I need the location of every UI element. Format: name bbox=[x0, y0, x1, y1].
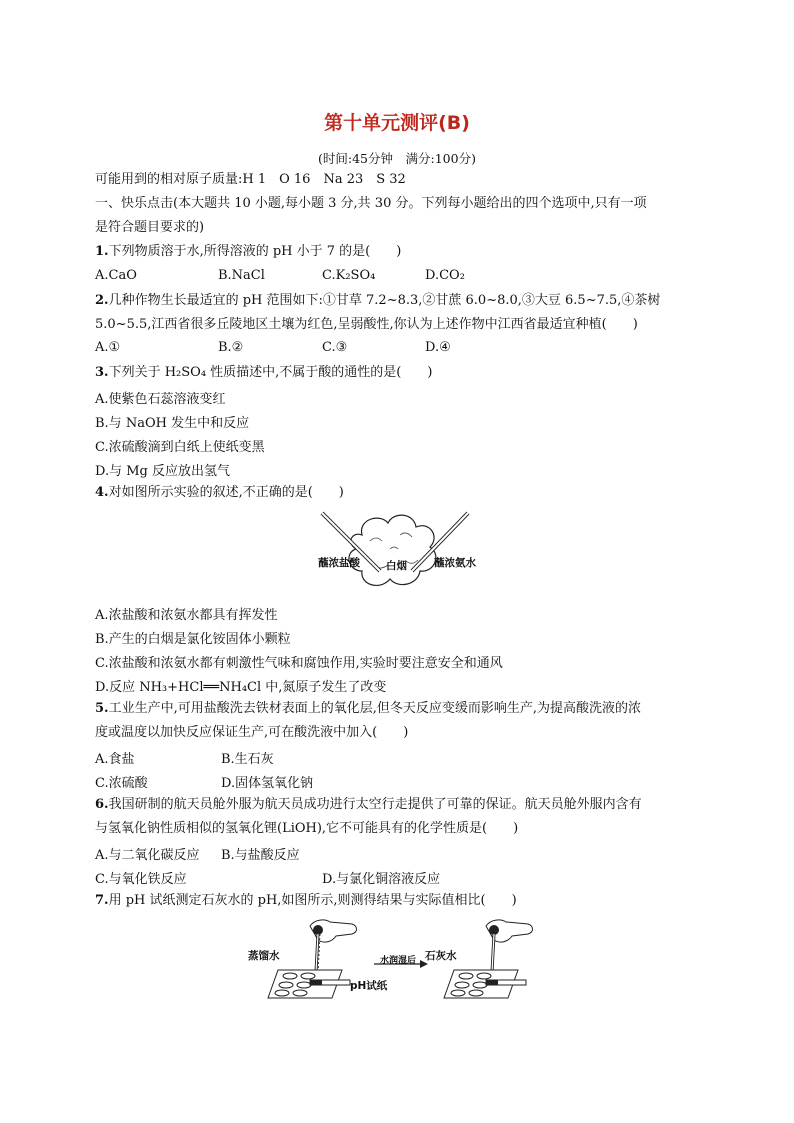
q3-option-a[interactable]: A.使紫色石蕊溶液变红 bbox=[95, 392, 226, 407]
q5-option-a[interactable]: A.食盐 bbox=[95, 752, 135, 767]
q3-option-b[interactable]: B.与 NaOH 发生中和反应 bbox=[95, 416, 250, 431]
label-after-wetting: 水润湿后 bbox=[380, 956, 417, 966]
label-white-smoke: 白烟 bbox=[386, 560, 407, 572]
question-stem: 下列物质溶于水,所得溶液的 pH 小于 7 的是( ) bbox=[108, 244, 402, 259]
q2-option-b[interactable]: B.② bbox=[218, 340, 244, 355]
q5-option-d[interactable]: D.固体氢氧化钠 bbox=[221, 776, 314, 791]
q4-option-c[interactable]: C.浓盐酸和浓氨水都有刺激性气味和腐蚀作用,实验时要注意安全和通风 bbox=[95, 656, 503, 671]
q1-option-d[interactable]: D.CO₂ bbox=[425, 268, 465, 283]
question-1 bbox=[95, 243, 401, 261]
question-number: 7. bbox=[95, 893, 109, 908]
dropper-bulb-right bbox=[489, 925, 499, 935]
label-conc-hcl: 蘸浓盐酸 bbox=[318, 557, 360, 569]
question-5 bbox=[95, 700, 641, 718]
q2-option-a[interactable]: A.① bbox=[95, 340, 121, 355]
question-stem: 下列关于 H₂SO₄ 性质描述中,不属于酸的通性的是( ) bbox=[108, 365, 433, 380]
white-smoke-figure bbox=[310, 505, 480, 597]
q1-option-a[interactable]: A.CaO bbox=[95, 268, 137, 283]
q1-option-c[interactable]: C.K₂SO₄ bbox=[322, 268, 376, 283]
page-title: 第十单元测评(B) bbox=[324, 112, 470, 134]
question-3 bbox=[95, 364, 432, 382]
question-6-cont: 与氢氧化钠性质相似的氢氧化锂(LiOH),它不可能具有的化学性质是( ) bbox=[95, 821, 519, 836]
q6-option-d[interactable]: D.与氯化铜溶液反应 bbox=[322, 872, 441, 887]
q3-option-c[interactable]: C.浓硫酸滴到白纸上使纸变黑 bbox=[95, 440, 265, 455]
question-stem: 我国研制的航天员舱外服为航天员成功进行太空行走提供了可靠的保证。航天员舱外服内含有 bbox=[108, 797, 642, 812]
q3-option-d[interactable]: D.与 Mg 反应放出氢气 bbox=[95, 464, 230, 479]
dropper-bulb-left bbox=[313, 925, 323, 935]
question-number: 2. bbox=[95, 293, 109, 308]
question-stem: 几种作物生长最适宜的 pH 范围如下:①甘草 7.2~8.3,②甘蔗 6.0~8.0,③大豆 6.5~7.5,④茶树 bbox=[108, 293, 661, 308]
question-stem: 工业生产中,可用盐酸洗去铁材表面上的氧化层,但冬天反应变缓而影响生产,为提高酸洗液的浓 bbox=[108, 701, 641, 716]
label-limewater: 石灰水 bbox=[425, 950, 457, 962]
q5-option-b[interactable]: B.生石灰 bbox=[221, 752, 274, 767]
question-4 bbox=[95, 484, 344, 502]
question-7 bbox=[95, 892, 517, 910]
question-number: 1. bbox=[95, 244, 109, 259]
left-setup bbox=[268, 920, 357, 998]
q4-option-b[interactable]: B.产生的白烟是氯化铵固体小颗粒 bbox=[95, 632, 291, 647]
question-2-cont: 5.0~5.5,江西省很多丘陵地区土壤为红色,呈弱酸性,你认为上述作物中江西省最适宜种植( ) bbox=[95, 317, 638, 332]
question-2 bbox=[95, 292, 660, 310]
section-heading-line1: 一、快乐点击(本大题共 10 小题,每小题 3 分,共 30 分。下列每小题给出的四个选项中,只有一项 bbox=[95, 196, 647, 211]
label-conc-ammonia: 蘸浓氨水 bbox=[434, 557, 476, 569]
section-heading-line2: 是符合题目要求的) bbox=[95, 220, 205, 235]
q4-option-d[interactable]: D.反应 NH₃+HCl══NH₄Cl 中,氮原子发生了改变 bbox=[95, 680, 387, 695]
question-number: 4. bbox=[95, 485, 109, 500]
q6-option-b[interactable]: B.与盐酸反应 bbox=[221, 848, 300, 863]
question-number: 3. bbox=[95, 365, 109, 380]
q5-option-c[interactable]: C.浓硫酸 bbox=[95, 776, 148, 791]
question-5-cont: 度或温度以加快反应保证生产,可在酸洗液中加入( ) bbox=[95, 725, 409, 740]
question-stem: 用 pH 试纸测定石灰水的 pH,如图所示,则测得结果与实际值相比( ) bbox=[108, 893, 517, 908]
q2-option-d[interactable]: D.④ bbox=[425, 340, 451, 355]
atomic-mass-note: 可能用到的相对原子质量:H 1 O 16 Na 23 S 32 bbox=[95, 172, 406, 187]
label-distilled-water: 蒸馏水 bbox=[248, 950, 280, 962]
label-ph-paper: pH试纸 bbox=[350, 980, 388, 992]
exam-info: (时间:45分钟 满分:100分) bbox=[318, 151, 476, 166]
q4-option-a[interactable]: A.浓盐酸和浓氨水都具有挥发性 bbox=[95, 608, 278, 623]
question-stem: 对如图所示实验的叙述,不正确的是( ) bbox=[108, 485, 344, 500]
q6-option-c[interactable]: C.与氧化铁反应 bbox=[95, 872, 187, 887]
question-number: 5. bbox=[95, 701, 109, 716]
q1-option-b[interactable]: B.NaCl bbox=[218, 268, 265, 283]
q2-option-c[interactable]: C.③ bbox=[322, 340, 348, 355]
right-setup bbox=[444, 920, 533, 998]
question-6 bbox=[95, 796, 642, 814]
question-number: 6. bbox=[95, 797, 109, 812]
q6-option-a[interactable]: A.与二氧化碳反应 bbox=[95, 848, 200, 863]
